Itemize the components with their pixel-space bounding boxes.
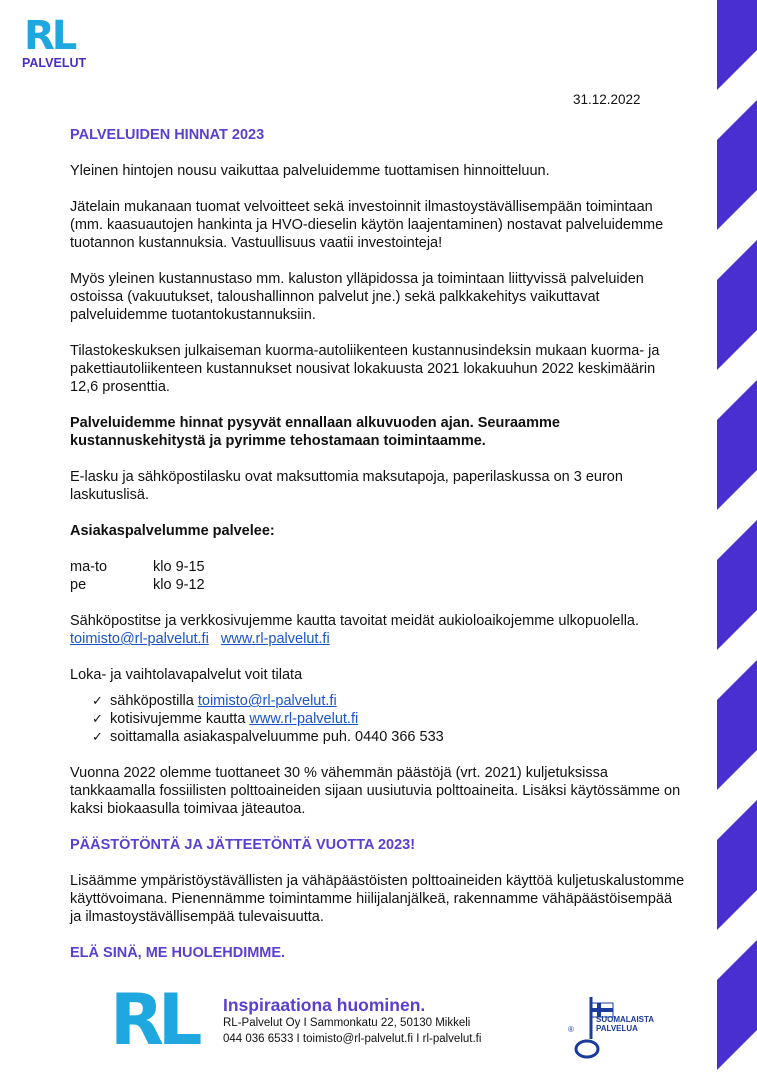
heading-slogan: ELÄ SINÄ, ME HUOLEHDIMME. [70, 945, 286, 961]
contact-text: Sähköpostitse ja verkkosivujemme kautta tavoitat meidät aukioloaikojemme ulkopuolella. [70, 613, 640, 629]
order-item-text: sähköpostilla [110, 693, 194, 709]
check-icon: ✓ [92, 729, 103, 744]
footer-address: RL-Palvelut Oy I Sammonkatu 22, 50130 Mikkeli [223, 1017, 471, 1029]
seal-line-1: SUOMALAISTA [596, 1015, 655, 1024]
order-intro: Loka- ja vaihtolavapalvelut voit tilata [70, 667, 303, 683]
paragraph-prices-unchanged: Palveluidemme hinnat pysyvät ennallaan alkuvuoden ajan. Seuraamme kustannuskehitystä ja pyrimme tehostamaan toimintaamme. [70, 415, 560, 449]
hours-row [70, 558, 685, 576]
order-item-text: kotisivujemme kautta [110, 711, 246, 727]
hours-time: klo 9-15 [153, 559, 205, 575]
company-logo [22, 13, 92, 70]
key-flag-icon [565, 989, 655, 1063]
email-link[interactable]: toimisto@rl-palvelut.fi [70, 631, 209, 647]
order-email-link[interactable]: toimisto@rl-palvelut.fi [197, 693, 337, 709]
document-date: 31.12.2022 [573, 92, 641, 107]
document-body [70, 126, 685, 980]
paragraph-cost-level: Myös yleinen kustannustaso mm. kaluston ylläpidossa ja toimintaan liittyvissä palveluiden ostoissa (vakuutukset, taloushallinnon palvelut jne.) sekä palkkakehitys vaikuttavat palveluidemme tuotantokustannuksiin. [70, 271, 644, 323]
order-web-link[interactable]: www.rl-palvelut.fi [249, 711, 359, 727]
service-hours [70, 558, 685, 594]
list-item [92, 710, 685, 728]
document-title: PALVELUIDEN HINNAT 2023 [70, 127, 265, 143]
hours-days: ma-to [70, 559, 108, 575]
order-item-text: soittamalla asiakaspalveluumme puh. 0440 366 533 [110, 729, 444, 745]
hours-row [70, 576, 685, 594]
paragraph-invoicing: E-lasku ja sähköpostilasku ovat maksuttomia maksutapoja, paperilaskussa on 3 euron laskutuslisä. [70, 469, 623, 503]
paragraph-closing: Lisäämme ympäristöystävällisten ja vähäpäästöisten polttoaineiden käyttöä kuljetuskalustomme käyttövoimana. Pienennämme toimintamme hiilijalanjälkeä, rakennamme vähäpäästöisempää ja ilmastoystävällisempää tulevaisuutta. [70, 873, 685, 925]
check-icon: ✓ [92, 711, 103, 726]
check-icon: ✓ [92, 693, 103, 708]
footer-logo-mark: RL [110, 979, 197, 1061]
paragraph-cost-index: Tilastokeskuksen julkaiseman kuorma-autoliikenteen kustannusindeksin mukaan kuorma- ja pakettiautoliikenteen kustannukset nousivat lokakuusta 2021 lokakuuhun 2022 keskimäärin 12,6 prosenttia. [70, 343, 660, 395]
footer [0, 979, 757, 1065]
logo-name: PALVELUT [22, 56, 87, 70]
order-list [70, 692, 685, 746]
hours-days: pe [70, 577, 87, 593]
contact-paragraph [70, 612, 685, 648]
logo-mark: RL [24, 13, 75, 59]
seal-text [596, 1015, 654, 1033]
list-item [92, 692, 685, 710]
footer-slogan: Inspiraationa huominen. [223, 995, 426, 1015]
heading-emission-free: PÄÄSTÖTÖNTÄ JA JÄTTEETÖNTÄ VUOTTA 2023! [70, 837, 416, 853]
footer-contacts: 044 036 6533 I toimisto@rl-palvelut.fi I rl-palvelut.fi [223, 1033, 482, 1045]
registered-mark: ® [568, 1025, 574, 1034]
paragraph-waste-law: Jätelain mukanaan tuomat velvoitteet sekä investoinnit ilmastoystävällisempään toimintaan (mm. kaasuautojen hankinta ja HVO-dieselin käytön laajentaminen) nostavat palveluidemme tuotannon kustannuksia. Vastuullisuus vaatii investointeja! [70, 199, 664, 251]
paragraph-emissions: Vuonna 2022 olemme tuottaneet 30 % vähemmän päästöjä (vrt. 2021) kuljetuksissa tankkaamalla fossiilisten polttoaineiden sijaan uusiutuvia polttoaineita. Lisäksi käytössämme on kaksi biokaasulla toimivaa jäteautoa. [70, 765, 681, 817]
decorative-stripes [709, 0, 757, 1075]
footer-text [223, 995, 481, 1047]
seal-line-2: PALVELUA [596, 1024, 638, 1033]
hours-time: klo 9-12 [153, 577, 205, 593]
paragraph-price-increase: Yleinen hintojen nousu vaikuttaa palveluidemme tuottamisen hinnoitteluun. [70, 163, 550, 179]
list-item [92, 728, 685, 746]
website-link[interactable]: www.rl-palvelut.fi [220, 631, 330, 647]
service-heading: Asiakaspalvelumme palvelee: [70, 523, 275, 539]
